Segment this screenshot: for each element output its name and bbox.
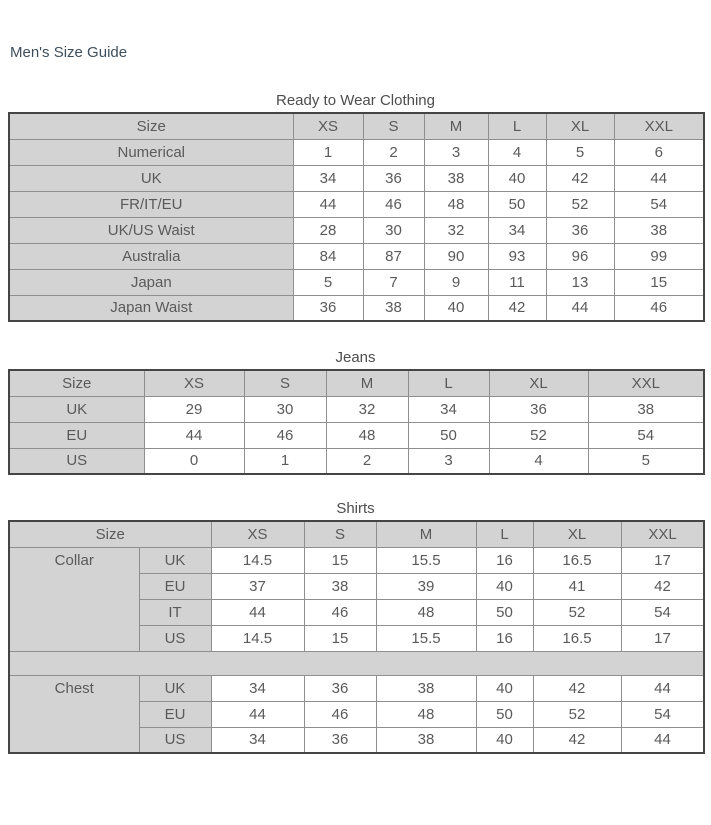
row-label-cell: Japan Waist	[9, 295, 293, 321]
row-label-cell: EU	[9, 422, 144, 448]
sublabel-cell: UK	[139, 547, 211, 573]
data-cell: 13	[546, 269, 614, 295]
header-row	[9, 113, 704, 139]
data-cell: 39	[376, 573, 476, 599]
data-cell: 30	[244, 396, 326, 422]
data-cell: 5	[293, 269, 363, 295]
table-caption-jeans: Jeans	[335, 349, 376, 366]
data-cell: 34	[211, 727, 304, 753]
header-cell-xxl: XXL	[588, 370, 704, 396]
data-cell: 4	[488, 139, 546, 165]
data-cell: 87	[363, 243, 424, 269]
data-cell: 11	[488, 269, 546, 295]
data-cell: 32	[326, 396, 408, 422]
data-cell: 38	[363, 295, 424, 321]
data-cell: 34	[408, 396, 489, 422]
data-cell: 48	[376, 599, 476, 625]
data-cell: 29	[144, 396, 244, 422]
row-label-cell: Australia	[9, 243, 293, 269]
header-cell-xxl: XXL	[621, 521, 704, 547]
group-label-cell: Collar	[9, 547, 139, 651]
size-table-jeans	[8, 369, 705, 475]
sublabel-cell: EU	[139, 701, 211, 727]
data-cell: 41	[533, 573, 621, 599]
data-cell: 44	[546, 295, 614, 321]
size-guide-page	[0, 44, 711, 754]
data-cell: 50	[408, 422, 489, 448]
data-cell: 48	[424, 191, 488, 217]
table-row	[9, 165, 704, 191]
data-cell: 38	[588, 396, 704, 422]
data-cell: 16	[476, 547, 533, 573]
header-cell-l: L	[476, 521, 533, 547]
header-cell-size: Size	[9, 370, 144, 396]
data-cell: 28	[293, 217, 363, 243]
table-row	[9, 448, 704, 474]
sublabel-cell: UK	[139, 675, 211, 701]
data-cell: 48	[376, 701, 476, 727]
data-cell: 30	[363, 217, 424, 243]
data-cell: 38	[304, 573, 376, 599]
data-cell: 48	[326, 422, 408, 448]
table-caption-shirts: Shirts	[336, 500, 375, 517]
sublabel-cell: US	[139, 625, 211, 651]
data-cell: 93	[488, 243, 546, 269]
size-table-shirts	[8, 520, 705, 754]
table-row	[9, 675, 704, 701]
data-cell: 38	[376, 727, 476, 753]
data-cell: 15	[304, 625, 376, 651]
data-cell: 17	[621, 547, 704, 573]
data-cell: 14.5	[211, 547, 304, 573]
data-cell: 38	[376, 675, 476, 701]
data-cell: 52	[533, 701, 621, 727]
row-label-cell: UK	[9, 165, 293, 191]
row-label-cell: US	[9, 448, 144, 474]
data-cell: 40	[488, 165, 546, 191]
data-cell: 15.5	[376, 625, 476, 651]
data-cell: 9	[424, 269, 488, 295]
sublabel-cell: US	[139, 727, 211, 753]
data-cell: 42	[546, 165, 614, 191]
header-cell-xl: XL	[533, 521, 621, 547]
data-cell: 54	[621, 701, 704, 727]
data-cell: 50	[476, 599, 533, 625]
data-cell: 34	[211, 675, 304, 701]
data-cell: 32	[424, 217, 488, 243]
data-cell: 36	[293, 295, 363, 321]
header-cell-xxl: XXL	[614, 113, 704, 139]
separator-row	[9, 651, 704, 675]
header-cell-xs: XS	[293, 113, 363, 139]
data-cell: 15	[304, 547, 376, 573]
data-cell: 46	[614, 295, 704, 321]
data-cell: 54	[614, 191, 704, 217]
data-cell: 2	[363, 139, 424, 165]
data-cell: 5	[546, 139, 614, 165]
page-title: Men's Size Guide	[10, 44, 128, 61]
data-cell: 40	[476, 573, 533, 599]
data-cell: 44	[293, 191, 363, 217]
data-cell: 84	[293, 243, 363, 269]
data-cell: 16.5	[533, 547, 621, 573]
data-cell: 44	[614, 165, 704, 191]
data-cell: 90	[424, 243, 488, 269]
separator-cell	[9, 651, 704, 675]
data-cell: 3	[408, 448, 489, 474]
header-row	[9, 521, 704, 547]
data-cell: 42	[533, 727, 621, 753]
data-cell: 14.5	[211, 625, 304, 651]
data-cell: 36	[489, 396, 588, 422]
header-cell-s: S	[304, 521, 376, 547]
data-cell: 44	[211, 701, 304, 727]
header-cell-xl: XL	[489, 370, 588, 396]
data-cell: 1	[244, 448, 326, 474]
row-label-cell: UK	[9, 396, 144, 422]
data-cell: 44	[144, 422, 244, 448]
table-row	[9, 243, 704, 269]
header-cell-xs: XS	[211, 521, 304, 547]
data-cell: 42	[488, 295, 546, 321]
header-cell-xs: XS	[144, 370, 244, 396]
data-cell: 44	[211, 599, 304, 625]
data-cell: 4	[489, 448, 588, 474]
header-cell-l: L	[488, 113, 546, 139]
data-cell: 6	[614, 139, 704, 165]
size-table-ready-to-wear	[8, 112, 705, 322]
data-cell: 40	[476, 727, 533, 753]
data-cell: 46	[304, 599, 376, 625]
data-cell: 0	[144, 448, 244, 474]
table-row	[9, 191, 704, 217]
header-cell-size: Size	[9, 521, 211, 547]
data-cell: 17	[621, 625, 704, 651]
sublabel-cell: EU	[139, 573, 211, 599]
data-cell: 34	[488, 217, 546, 243]
data-cell: 5	[588, 448, 704, 474]
table-row	[9, 422, 704, 448]
header-cell-m: M	[424, 113, 488, 139]
data-cell: 46	[363, 191, 424, 217]
data-cell: 46	[244, 422, 326, 448]
row-label-cell: UK/US Waist	[9, 217, 293, 243]
row-label-cell: Numerical	[9, 139, 293, 165]
header-cell-size: Size	[9, 113, 293, 139]
section-shirts	[8, 501, 703, 754]
data-cell: 38	[424, 165, 488, 191]
data-cell: 3	[424, 139, 488, 165]
data-cell: 15.5	[376, 547, 476, 573]
section-jeans	[8, 350, 703, 475]
data-cell: 50	[476, 701, 533, 727]
header-cell-xl: XL	[546, 113, 614, 139]
data-cell: 44	[621, 727, 704, 753]
data-cell: 46	[304, 701, 376, 727]
data-cell: 42	[621, 573, 704, 599]
section-ready-to-wear	[8, 93, 703, 322]
data-cell: 54	[621, 599, 704, 625]
data-cell: 15	[614, 269, 704, 295]
row-label-cell: Japan	[9, 269, 293, 295]
data-cell: 36	[304, 727, 376, 753]
data-cell: 52	[489, 422, 588, 448]
data-cell: 54	[588, 422, 704, 448]
data-cell: 42	[533, 675, 621, 701]
data-cell: 44	[621, 675, 704, 701]
data-cell: 52	[546, 191, 614, 217]
table-row	[9, 295, 704, 321]
data-cell: 1	[293, 139, 363, 165]
header-row	[9, 370, 704, 396]
data-cell: 2	[326, 448, 408, 474]
header-cell-s: S	[244, 370, 326, 396]
table-row	[9, 217, 704, 243]
data-cell: 36	[546, 217, 614, 243]
data-cell: 37	[211, 573, 304, 599]
header-cell-m: M	[326, 370, 408, 396]
data-cell: 99	[614, 243, 704, 269]
table-caption-ready-to-wear: Ready to Wear Clothing	[276, 92, 435, 109]
table-row	[9, 269, 704, 295]
data-cell: 34	[293, 165, 363, 191]
table-row	[9, 547, 704, 573]
header-cell-s: S	[363, 113, 424, 139]
group-label-cell: Chest	[9, 675, 139, 753]
table-row	[9, 139, 704, 165]
data-cell: 52	[533, 599, 621, 625]
data-cell: 16	[476, 625, 533, 651]
data-cell: 40	[424, 295, 488, 321]
row-label-cell: FR/IT/EU	[9, 191, 293, 217]
data-cell: 36	[304, 675, 376, 701]
table-row	[9, 396, 704, 422]
data-cell: 7	[363, 269, 424, 295]
data-cell: 16.5	[533, 625, 621, 651]
data-cell: 36	[363, 165, 424, 191]
data-cell: 38	[614, 217, 704, 243]
sublabel-cell: IT	[139, 599, 211, 625]
header-cell-l: L	[408, 370, 489, 396]
data-cell: 40	[476, 675, 533, 701]
data-cell: 96	[546, 243, 614, 269]
data-cell: 50	[488, 191, 546, 217]
header-cell-m: M	[376, 521, 476, 547]
